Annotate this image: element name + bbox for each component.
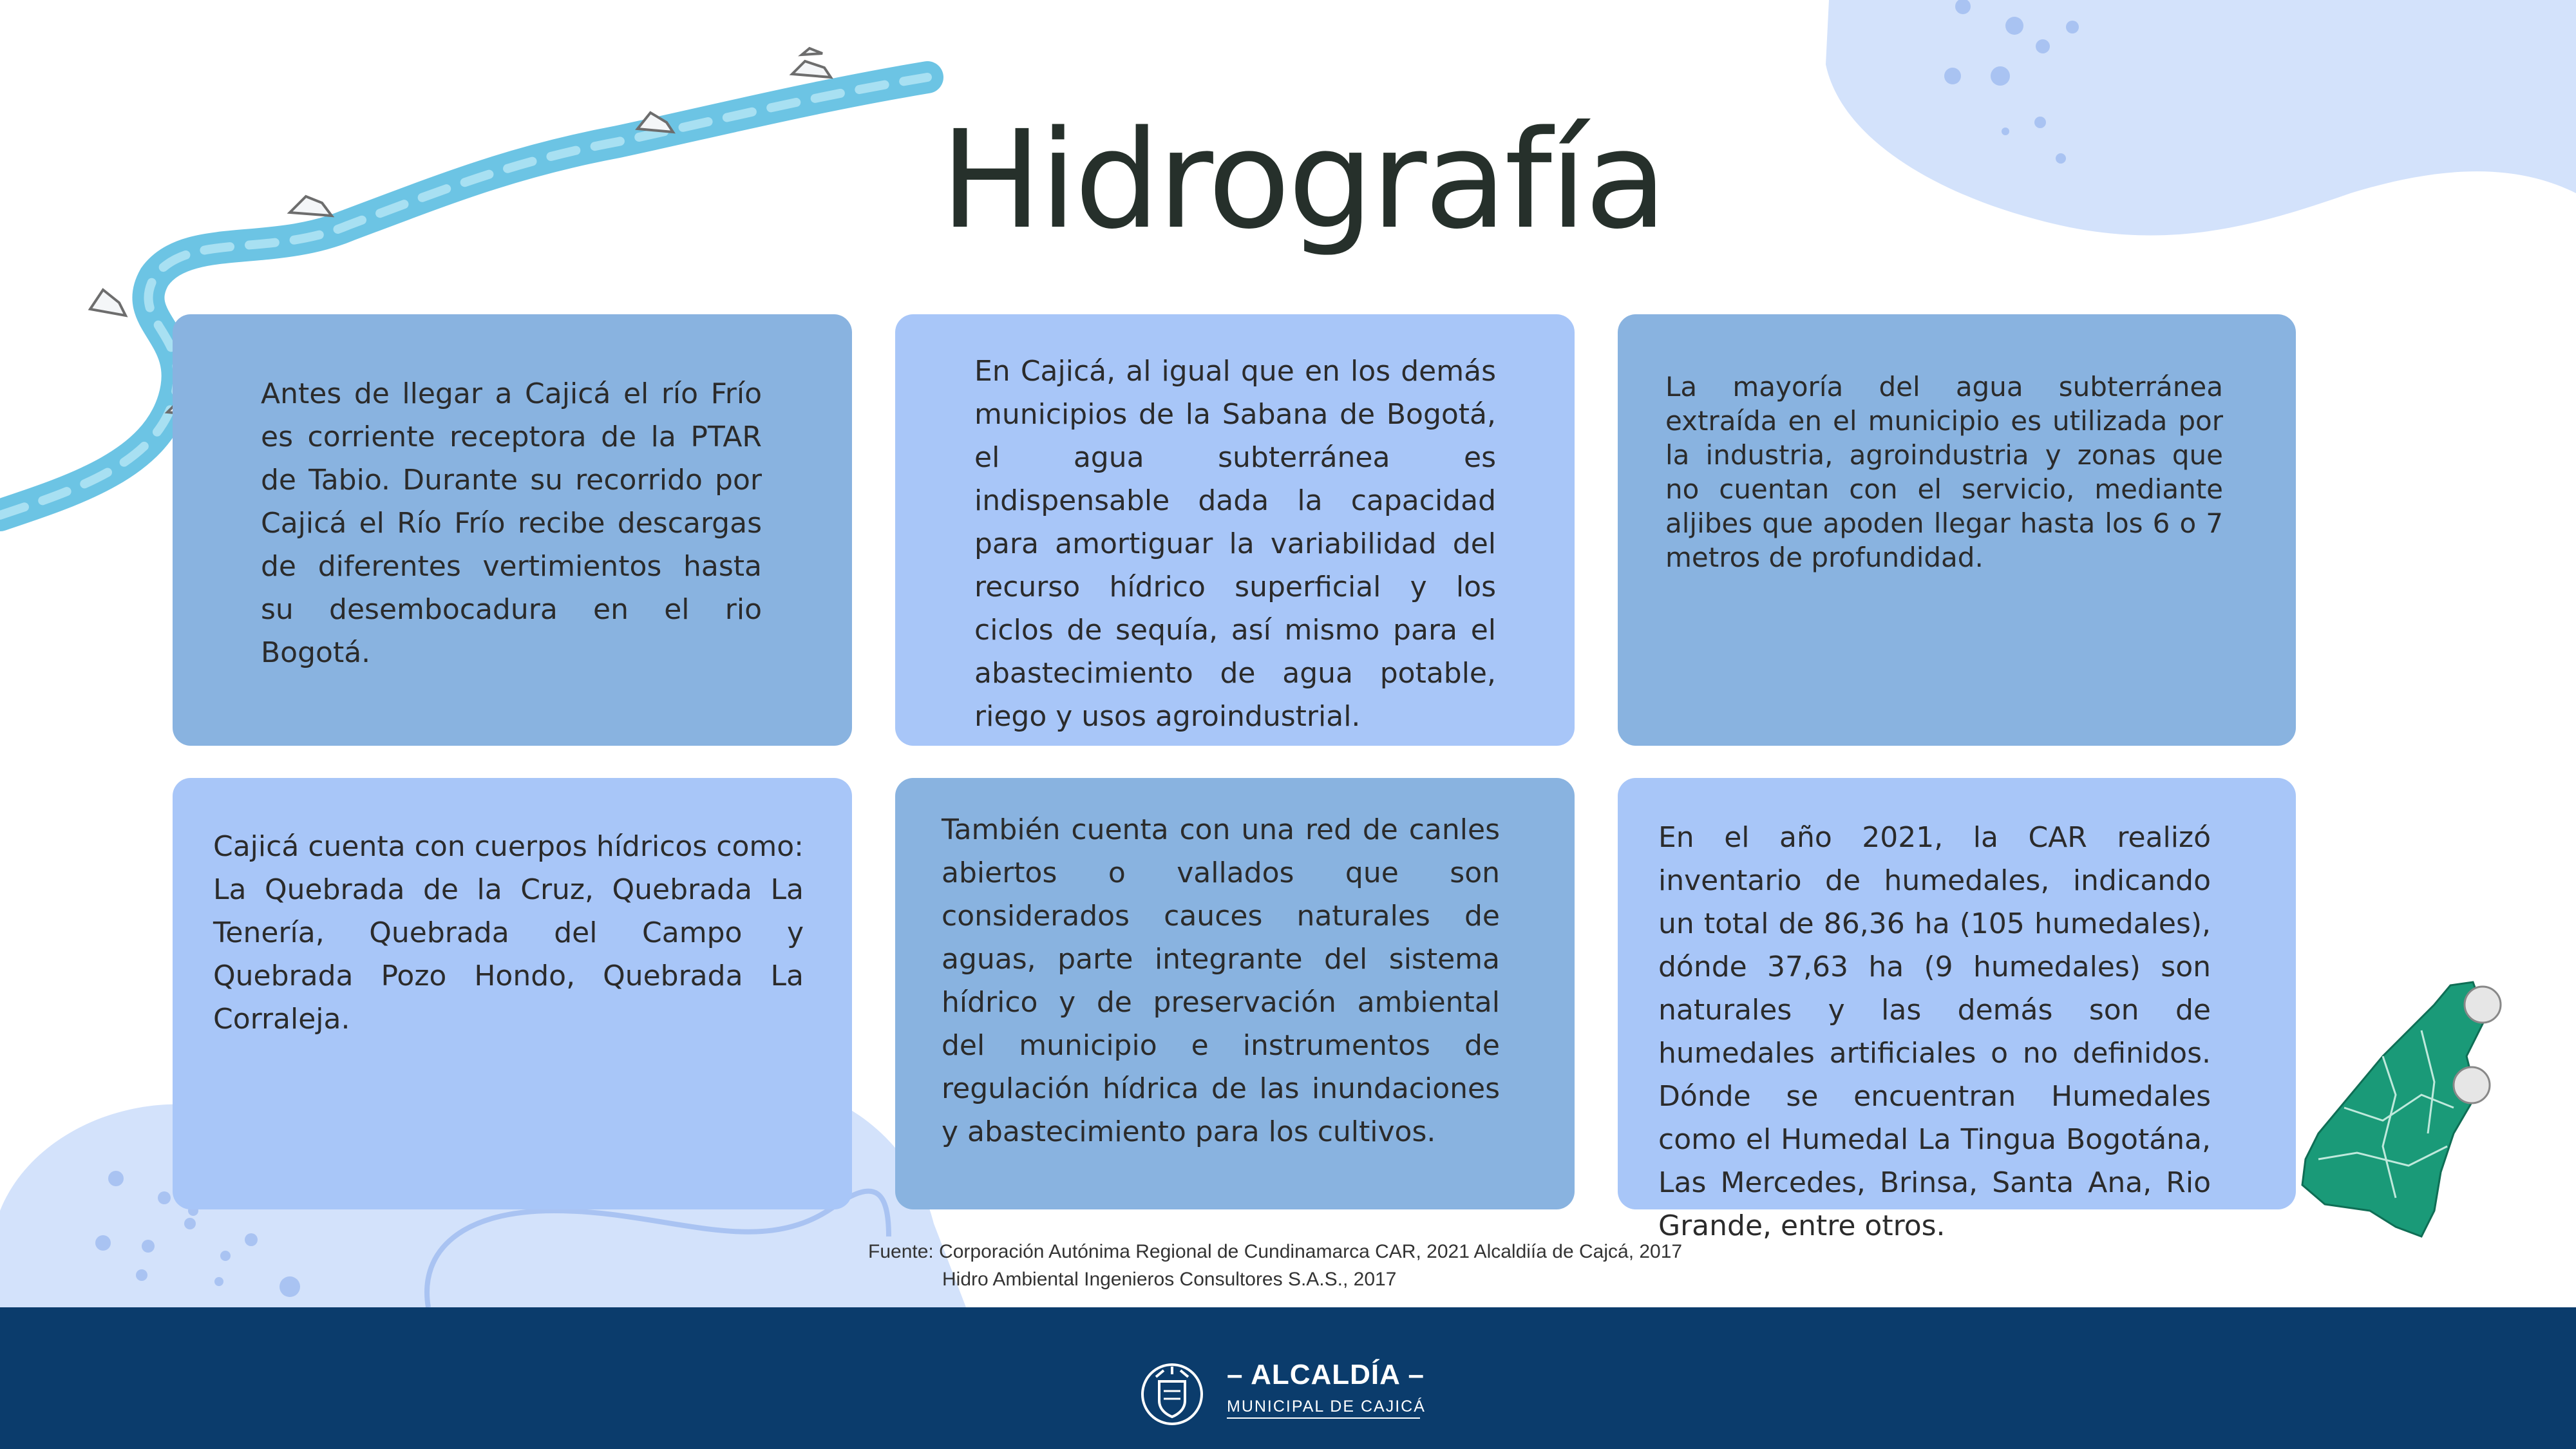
card-text: Cajicá cuenta con cuerpos hídricos como: La Quebrada de la Cruz, Quebrada La Tenería, Quebrada del Campo y Quebrada Pozo Hondo, Quebrada La Corraleja.: [213, 830, 804, 1036]
card-text: Antes de llegar a Cajicá el río Frío es corriente receptora de la PTAR de Tabio. Durante su recorrido por Cajicá el Río Frío recibe descargas de diferentes vertimientos hasta su desembocadura en el rio Bogotá.: [261, 377, 762, 669]
card-text: En Cajicá, al igual que en los demás municipios de la Sabana de Bogotá, el agua subterránea es indispensable dada la capacidad para amortiguar la variabilidad del recurso hídrico superficial y los ciclos de sequía, así mismo para el abastecimiento de agua potable, riego y usos agroindustrial.: [974, 355, 1496, 733]
card-text: En el año 2021, la CAR realizó inventario de humedales, indicando un total de 86,36 ha (105 humedales), dónde 37,63 ha (9 humedales) son naturales y las demás son de humedales artificiales o no definidos. Dónde se encuentran Humedales como el Humedal La Tingua Bogotána, Las Mercedes, Brinsa, Santa Ana, Rio Grande, entre otros.: [1658, 821, 2211, 1242]
logo-subtitle: MUNICIPAL DE CAJICÁ: [1227, 1397, 1420, 1419]
card-text: La mayoría del agua subterránea extraída en el municipio es utilizada por la industria, agroindustria y zonas que no cuentan con el servicio, mediante aljibes que apoden llegar hasta los 6 o 7 metros de profundidad.: [1665, 371, 2223, 573]
page-title: Hidrografía: [940, 101, 1665, 259]
municipality-map: [2302, 982, 2486, 1236]
logo-title: – ALCALDÍA –: [1227, 1359, 1425, 1390]
card-text: También cuenta con una red de canles abiertos o vallados que son considerados cauces naturales de aguas, parte integrante del sistema hídrico y de preservación ambiental del municipio e instrumentos de regulación hídrica de las inundaciones y abastecimiento para los cultivos.: [942, 813, 1500, 1148]
info-card-uso-agua: [1618, 314, 2296, 746]
alcaldia-logo: [1137, 1359, 1426, 1430]
info-card-agua-subterranea: [895, 314, 1575, 746]
footer-bar: [0, 1307, 2576, 1449]
map-inset-2: [2454, 1067, 2490, 1103]
info-card-cuerpos-hidricos: [173, 778, 852, 1209]
info-card-rio-frio: [173, 314, 852, 746]
map-inset-1: [2465, 987, 2501, 1023]
info-card-humedales: [1618, 778, 2296, 1242]
top-right-blob: [1826, 0, 2576, 235]
info-card-canales: [895, 778, 1575, 1209]
source-line-2: Hidro Ambiental Ingenieros Consultores S.A.S., 2017: [942, 1269, 1397, 1290]
coat-of-arms-icon: [1137, 1359, 1208, 1430]
source-line-1: Fuente: Corporación Autónima Regional de Cundinamarca CAR, 2021 Alcaldiía de Cajcá, 2017: [868, 1241, 1683, 1262]
source-citation: [868, 1238, 1705, 1293]
